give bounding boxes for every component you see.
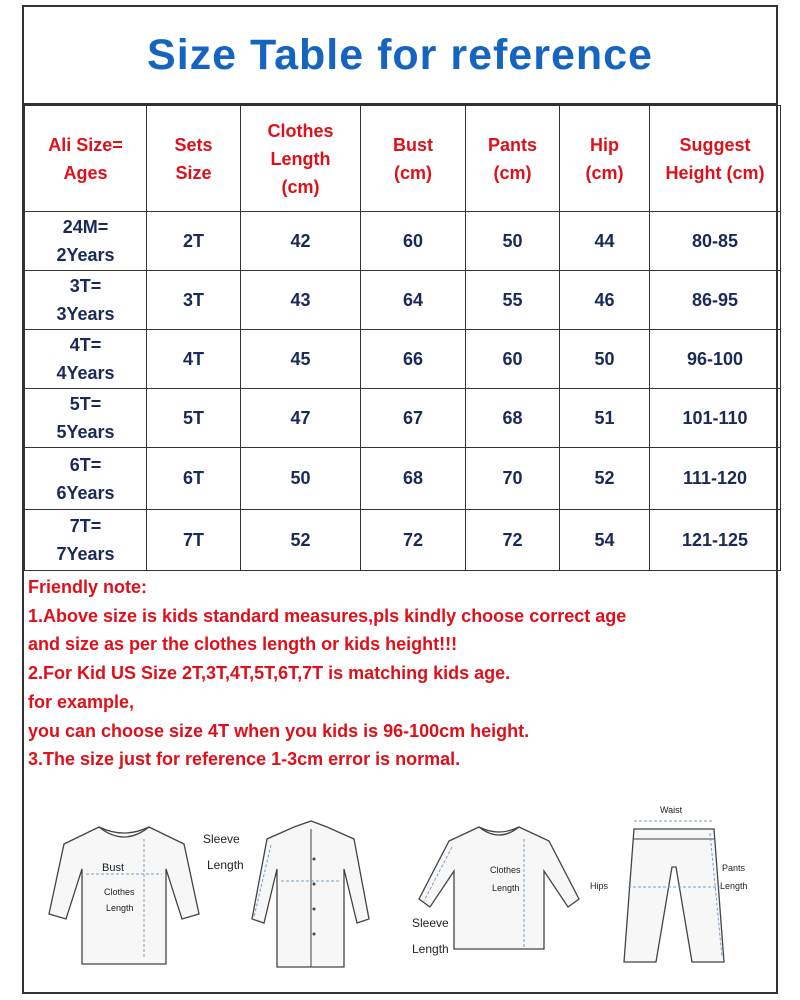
pants-diagram bbox=[584, 797, 764, 982]
note-heading: Friendly note: bbox=[28, 577, 148, 597]
size-table bbox=[24, 105, 781, 571]
cell-clothes-length: 47 bbox=[241, 389, 361, 448]
table-row bbox=[25, 330, 781, 389]
cell-pants: 60 bbox=[466, 330, 560, 389]
measurement-figures bbox=[24, 793, 776, 993]
cell-clothes-length: 42 bbox=[241, 212, 361, 271]
cell-clothes-length: 52 bbox=[241, 510, 361, 571]
cell-bust: 67 bbox=[361, 389, 466, 448]
tshirt-length-label-1: Clothes bbox=[104, 887, 135, 897]
pants-waist-label: Waist bbox=[660, 805, 683, 815]
tshirt-diagram bbox=[44, 799, 204, 979]
sweater-diagram bbox=[384, 799, 584, 979]
cell-set-size: 3T bbox=[147, 271, 241, 330]
note-line: 2.For Kid US Size 2T,3T,4T,5T,6T,7T is matching kids age. bbox=[28, 663, 511, 684]
cell-height: 96-100 bbox=[650, 330, 781, 389]
table-row bbox=[25, 271, 781, 330]
cell-bust: 60 bbox=[361, 212, 466, 271]
tshirt-length-label-2: Length bbox=[106, 903, 134, 913]
pants-length-label-1: Pants bbox=[722, 863, 746, 873]
table-row bbox=[25, 389, 781, 448]
cell-age: 7T= 7Years bbox=[25, 510, 147, 571]
note-line: for example, bbox=[28, 691, 135, 712]
header-bust: Bust (cm) bbox=[361, 106, 466, 212]
cell-bust: 68 bbox=[361, 448, 466, 510]
shirt-diagram bbox=[199, 799, 374, 979]
cell-height: 121-125 bbox=[650, 510, 781, 571]
cell-set-size: 4T bbox=[147, 330, 241, 389]
cell-height: 101-110 bbox=[650, 389, 781, 448]
cell-pants: 50 bbox=[466, 212, 560, 271]
note-line: 3.The size just for reference 1-3cm error is normal. bbox=[28, 749, 461, 770]
note-line: 1.Above size is kids standard measures,pls kindly choose correct age bbox=[28, 605, 627, 626]
friendly-notes bbox=[28, 573, 768, 774]
pants-length-label-2: Length bbox=[720, 881, 748, 891]
cell-bust: 72 bbox=[361, 510, 466, 571]
note-line: you can choose size 4T when you kids is 96-100cm height. bbox=[28, 720, 530, 741]
cell-hip: 50 bbox=[560, 330, 650, 389]
cell-set-size: 2T bbox=[147, 212, 241, 271]
cell-age: 4T= 4Years bbox=[25, 330, 147, 389]
cell-clothes-length: 50 bbox=[241, 448, 361, 510]
note-line: and size as per the clothes length or kids height!!! bbox=[28, 634, 458, 655]
cell-age: 24M= 2Years bbox=[25, 212, 147, 271]
cell-height: 86-95 bbox=[650, 271, 781, 330]
table-row bbox=[25, 448, 781, 510]
sweater-sleeve-label-1: Sleeve bbox=[412, 916, 449, 930]
header-ali-size: Ali Size= Ages bbox=[25, 106, 147, 212]
cell-age: 6T= 6Years bbox=[25, 448, 147, 510]
cell-age: 5T= 5Years bbox=[25, 389, 147, 448]
cell-pants: 70 bbox=[466, 448, 560, 510]
page-title: Size Table for reference bbox=[24, 7, 776, 105]
header-pants: Pants (cm) bbox=[466, 106, 560, 212]
cell-hip: 52 bbox=[560, 448, 650, 510]
header-suggest-height: Suggest Height (cm) bbox=[650, 106, 781, 212]
cell-pants: 68 bbox=[466, 389, 560, 448]
table-row bbox=[25, 212, 781, 271]
cell-pants: 72 bbox=[466, 510, 560, 571]
table-header-row bbox=[25, 106, 781, 212]
cell-pants: 55 bbox=[466, 271, 560, 330]
sweater-length-label-2: Length bbox=[492, 883, 520, 893]
cell-set-size: 7T bbox=[147, 510, 241, 571]
cell-age: 3T= 3Years bbox=[25, 271, 147, 330]
size-chart-frame bbox=[22, 5, 778, 994]
header-hip: Hip (cm) bbox=[560, 106, 650, 212]
cell-set-size: 6T bbox=[147, 448, 241, 510]
cell-hip: 46 bbox=[560, 271, 650, 330]
header-clothes-length: Clothes Length (cm) bbox=[241, 106, 361, 212]
table-row bbox=[25, 510, 781, 571]
shirt-sleeve-label-2: Length bbox=[207, 858, 244, 872]
cell-bust: 64 bbox=[361, 271, 466, 330]
cell-clothes-length: 45 bbox=[241, 330, 361, 389]
cell-hip: 54 bbox=[560, 510, 650, 571]
sweater-length-label-1: Clothes bbox=[490, 865, 521, 875]
cell-clothes-length: 43 bbox=[241, 271, 361, 330]
cell-height: 80-85 bbox=[650, 212, 781, 271]
cell-height: 111-120 bbox=[650, 448, 781, 510]
cell-bust: 66 bbox=[361, 330, 466, 389]
pants-hips-label: Hips bbox=[590, 881, 609, 891]
cell-hip: 51 bbox=[560, 389, 650, 448]
sweater-sleeve-label-2: Length bbox=[412, 942, 449, 956]
shirt-sleeve-label-1: Sleeve bbox=[203, 832, 240, 846]
cell-set-size: 5T bbox=[147, 389, 241, 448]
header-sets-size: Sets Size bbox=[147, 106, 241, 212]
tshirt-bust-label: Bust bbox=[102, 862, 125, 874]
cell-hip: 44 bbox=[560, 212, 650, 271]
